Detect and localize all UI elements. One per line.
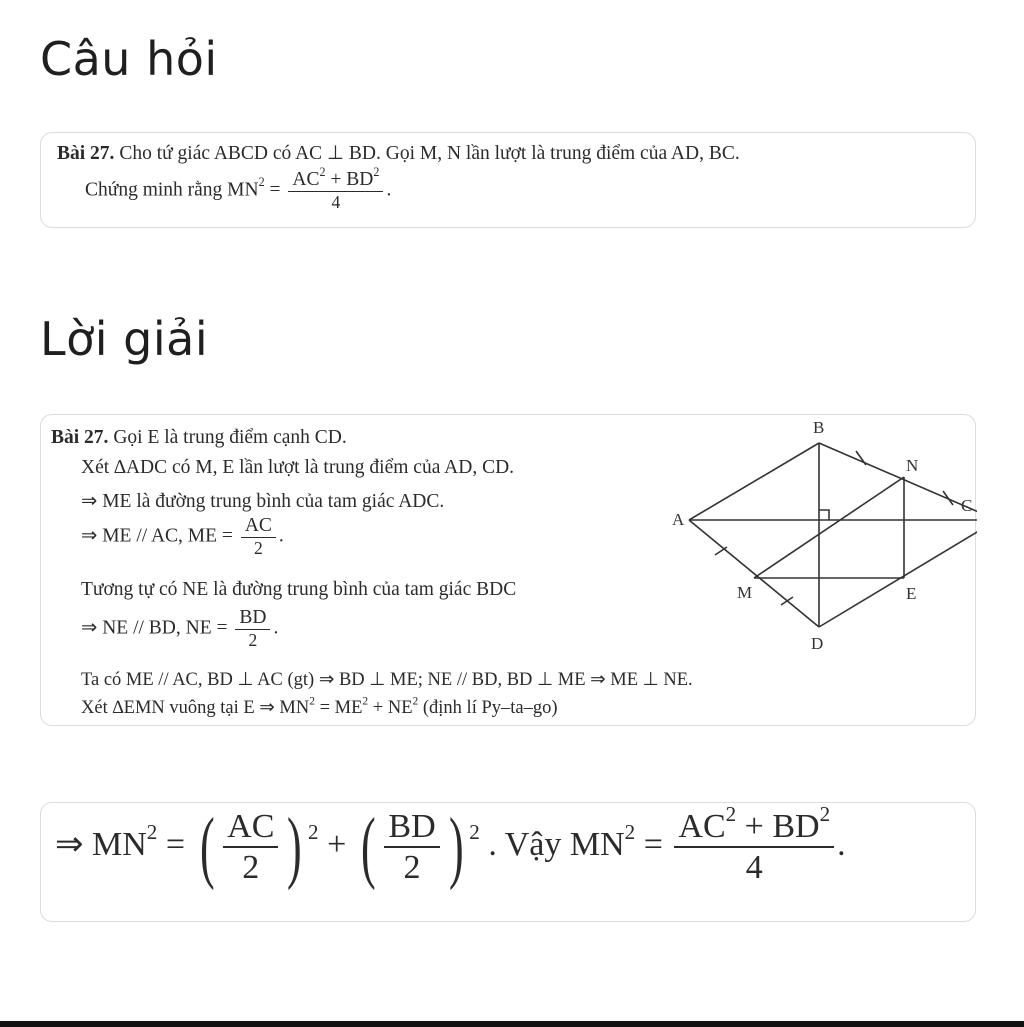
ne-relation: ⇒ NE // BD, NE =	[81, 617, 228, 639]
fraction-denominator: 2	[403, 849, 421, 887]
exponent: 2	[469, 820, 480, 845]
problem-statement: Cho tứ giác ABCD có AC ⊥ BD. Gọi M, N lần lượt là trung điểm của AD, BC.	[119, 143, 740, 164]
problem-label: Bài 27.	[57, 143, 115, 164]
exponent: 2	[308, 820, 319, 845]
solution-line-7: Ta có ME // AC, BD ⊥ AC (gt) ⇒ BD ⊥ ME; NE // BD, BD ⊥ ME ⇒ ME ⊥ NE.	[81, 670, 693, 690]
fraction-numerator: AC	[241, 515, 276, 538]
tick-am	[715, 547, 727, 555]
fraction-bd-2	[235, 607, 270, 651]
solution-heading: Lời giải	[40, 312, 209, 366]
plus-sign: +	[327, 825, 347, 863]
period: .	[386, 179, 392, 201]
question-card	[40, 132, 976, 228]
exponent: 2	[725, 802, 737, 827]
me-term: = ME	[314, 698, 363, 718]
question-line-2	[85, 164, 392, 213]
period: .	[273, 617, 279, 639]
question-heading: Câu hỏi	[40, 32, 218, 86]
edge-da	[689, 520, 819, 627]
question-line-1	[57, 141, 740, 165]
fraction-final	[674, 802, 834, 887]
solution-line-4	[81, 515, 284, 559]
label-n: N	[906, 456, 919, 475]
equals-sign: =	[165, 825, 186, 863]
exponent: 2	[819, 802, 831, 827]
implies-mn: ⇒ MN	[55, 825, 147, 863]
edge-ab	[689, 443, 819, 520]
fraction-denominator: 4	[331, 192, 341, 213]
solution-line-1	[51, 427, 347, 449]
open-paren: (	[199, 803, 215, 892]
fraction-denominator: 4	[745, 849, 763, 887]
solution-line-2: Xét ∆ADC có M, E lần lượt là trung điểm của AD, CD.	[81, 457, 515, 478]
fraction	[288, 164, 383, 213]
period: .	[278, 525, 284, 547]
fraction-ac-2	[241, 515, 276, 559]
solution-line-8	[81, 697, 558, 719]
edge-cd	[819, 520, 977, 627]
conclusion-formula	[55, 802, 846, 892]
label-b: B	[813, 418, 825, 437]
fraction-denominator: 2	[242, 849, 260, 887]
exponent: 2	[309, 695, 315, 708]
solution-card	[40, 414, 976, 726]
exponent: 2	[258, 175, 265, 190]
solution-line-6	[81, 607, 278, 651]
exponent: 2	[146, 820, 158, 845]
me-relation: ⇒ ME // AC, ME =	[81, 525, 233, 547]
solution-line-3: ⇒ ME là đường trung bình của tam giác ADC.	[81, 491, 445, 512]
pythagoras-note: (định lí Py–ta–go)	[418, 698, 558, 718]
exponent: 2	[362, 695, 369, 708]
fraction-denominator: 2	[253, 538, 263, 559]
exponent: 2	[373, 164, 380, 179]
equals-sign: =	[643, 825, 663, 863]
bottom-bar	[0, 1021, 1024, 1027]
solution-line-5: Tương tự có NE là đường trung bình của tam giác BDC	[81, 579, 517, 600]
geometry-figure	[661, 415, 977, 665]
fraction-numerator-bd: + BD	[736, 808, 820, 845]
close-paren: )	[287, 803, 303, 892]
fraction-numerator-ac: AC	[678, 808, 726, 845]
fraction-numerator: BD	[235, 607, 270, 630]
fraction-numerator: BD	[384, 807, 439, 848]
fraction-numerator-ac: AC	[292, 169, 320, 190]
fraction-bd-2	[384, 807, 439, 887]
equals-sign: =	[269, 179, 281, 201]
period: .	[837, 825, 846, 863]
exponent: 2	[412, 695, 419, 708]
emn-text: Xét ∆EMN vuông tại E ⇒ MN	[81, 698, 310, 718]
label-m: M	[737, 583, 753, 602]
label-c: C	[961, 496, 973, 515]
ne-term: + NE	[368, 698, 413, 718]
tick-bn	[856, 451, 866, 465]
therefore-mn: . Vậy MN	[488, 825, 625, 863]
label-e: E	[906, 584, 917, 603]
fraction-denominator: 2	[248, 630, 258, 651]
conclusion-card	[40, 802, 976, 922]
label-a: A	[672, 510, 685, 529]
fraction-ac-2	[223, 807, 278, 887]
solution-text: Gọi E là trung điểm cạnh CD.	[113, 427, 347, 448]
exponent: 2	[319, 164, 326, 179]
label-d: D	[811, 634, 824, 653]
segment-mn	[754, 477, 904, 578]
close-paren: )	[448, 803, 464, 892]
open-paren: (	[360, 803, 376, 892]
prove-text: Chứng minh rằng MN	[85, 179, 259, 201]
exponent: 2	[624, 820, 636, 845]
solution-label: Bài 27.	[51, 427, 109, 448]
fraction-numerator-bd: + BD	[330, 169, 374, 190]
fraction-numerator: AC	[223, 807, 278, 848]
right-angle-mark	[819, 510, 829, 520]
